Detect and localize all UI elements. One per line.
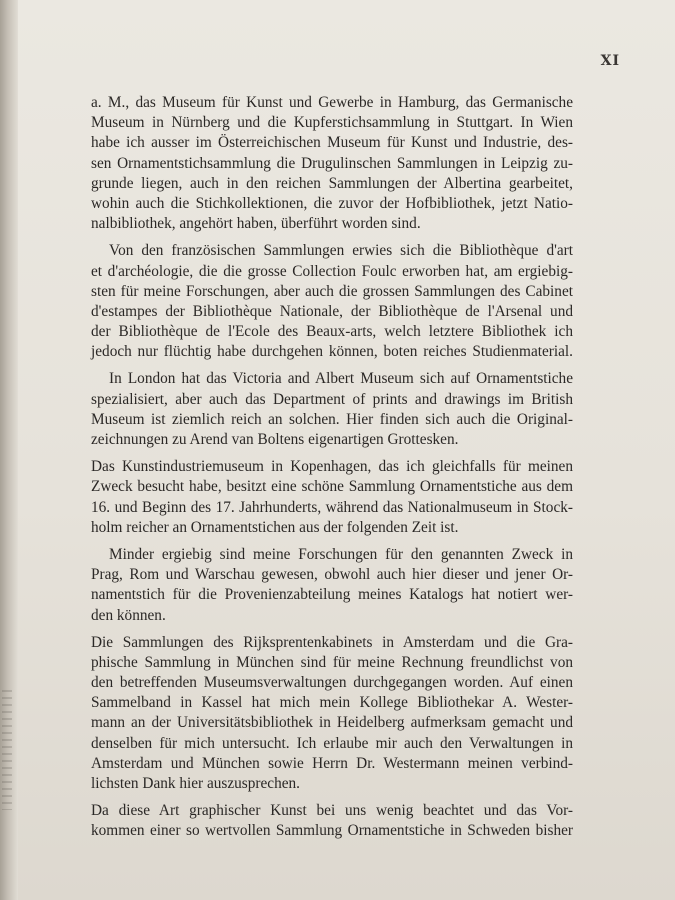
text-line: der Bibliothèque de l'Ecole des Beaux-arts, welch letztere Bibliothek ich <box>91 323 573 341</box>
text-line: sten für meine Forschungen, aber auch die grossen Sammlungen des Cabinet <box>91 282 573 300</box>
text-line: spezialisiert, aber auch das Department of prints and drawings im British <box>91 390 573 408</box>
text-line: sen Ornamentstichsammlung die Drugulinschen Sammlungen in Leipzig zu- <box>91 154 573 172</box>
text-line: Da diese Art graphischer Kunst bei uns wenig beachtet und das Vor- <box>91 802 573 820</box>
text-line: In London hat das Victoria and Albert Museum sich auf Ornamentstiche <box>109 370 573 388</box>
text-line: Amsterdam und München sowie Herrn Dr. Westermann meinen verbind- <box>91 754 573 772</box>
text-line: kommen einer so wertvollen Sammlung Ornamentstiche in Schweden bisher <box>91 822 573 840</box>
text-line: jedoch nur flüchtig habe durchgehen können, boten reiches Studienmaterial. <box>91 343 573 361</box>
text-line: Das Kunstindustriemuseum in Kopenhagen, das ich gleichfalls für meinen <box>91 458 573 476</box>
text-line: Sammelband in Kassel hat mich mein Kollege Bibliothekar A. Wester- <box>91 694 573 712</box>
page-number: XI <box>600 53 620 69</box>
adjacent-page-text-marks <box>2 690 12 810</box>
text-line: denselben für mich untersucht. Ich erlaube mir auch den Verwaltungen in <box>91 734 573 752</box>
text-line: mann an der Universitätsbibliothek in Heidelberg aufmerksam gemacht und <box>91 714 573 732</box>
text-line: phische Sammlung in München sind für meine Rechnung freundlichst von <box>91 653 573 671</box>
paragraph <box>91 369 573 450</box>
text-line: nalbibliothek, angehört haben, überführt worden sind. <box>91 215 421 233</box>
paragraph <box>91 801 573 841</box>
text-line: Museum in Nürnberg und die Kupferstichsammlung in Stuttgart. In Wien <box>91 114 573 132</box>
paragraph <box>91 457 573 538</box>
paragraph <box>91 633 573 795</box>
paragraph <box>91 241 573 362</box>
paragraph <box>91 93 573 234</box>
text-line: d'estampes der Bibliothèque Nationale, der Bibliothèque de l'Arsenal und <box>91 302 573 320</box>
text-line: et d'archéologie, die die grosse Collection Foulc erworben hat, am ergiebig- <box>91 262 573 280</box>
text-line: Von den französischen Sammlungen erwies sich die Bibliothèque d'art <box>109 242 573 260</box>
text-line: Museum ist ziemlich reich an solchen. Hier finden sich auch die Original- <box>91 410 573 428</box>
text-line: Die Sammlungen des Rijksprentenkabinets in Amsterdam und die Gra- <box>91 633 573 651</box>
text-line: zeichnungen zu Arend van Boltens eigenartigen Grottesken. <box>91 431 459 448</box>
text-line: grunde liegen, auch in den reichen Sammlungen der Albertina gearbeitet, <box>91 174 573 192</box>
text-line: den können. <box>91 606 166 624</box>
page-binding-edge <box>0 0 18 900</box>
text-line: lichsten Dank hier auszusprechen. <box>91 775 300 792</box>
text-line: namentstich für die Provenienzabteilung meines Katalogs hat notiert wer- <box>91 586 573 604</box>
text-line: 16. und Beginn des 17. Jahrhunderts, während das Nationalmuseum in Stock- <box>91 498 573 516</box>
body-text <box>91 93 573 849</box>
text-line: habe ich ausser im Österreichischen Museum für Kunst und Industrie, des- <box>91 134 573 152</box>
text-line: Prag, Rom und Warschau gewesen, obwohl auch hier dieser und jener Or- <box>91 566 573 584</box>
paragraph <box>91 545 573 626</box>
text-line: Zweck besucht habe, besitzt eine schöne Sammlung Ornamentstiche aus dem <box>91 478 573 496</box>
text-line: den betreffenden Museumsverwaltungen durchgegangen worden. Auf einen <box>91 674 573 692</box>
text-line: a. M., das Museum für Kunst und Gewerbe in Hamburg, das Germanische <box>91 94 573 111</box>
text-line: Minder ergiebig sind meine Forschungen für den genannten Zweck in <box>109 545 573 563</box>
text-line: wohin auch die Stichkollektionen, die zuvor der Hofbibliothek, jetzt Natio- <box>91 194 573 212</box>
text-line: holm reicher an Ornamentstichen aus der folgenden Zeit ist. <box>91 518 459 536</box>
